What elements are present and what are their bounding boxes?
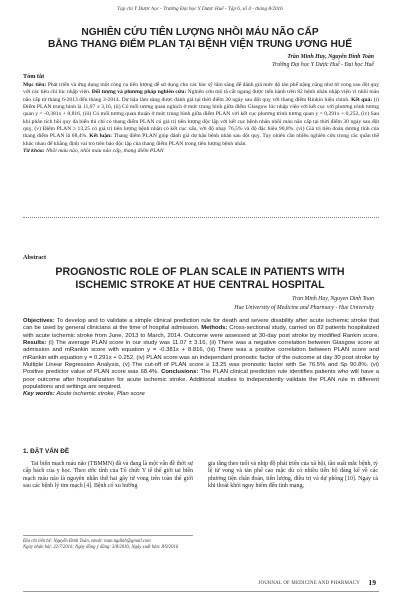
english-title bbox=[20, 266, 380, 292]
body-column-left bbox=[23, 461, 193, 490]
body-column-right bbox=[208, 461, 378, 490]
en-results-text: (i) The average PLAN score in our study was 11.07 ± 3.16, (ii) There was a negative correlation between Glasgow score at admission and mRankin score with equation y = -0.381x + 8.816, (iii) There was a positive correlation between PLAN score and mRankin with equation y = 0.291x + 0.252, (iv) PLAN score was an independant pronostic factor of the outcome at day 30 post stroke by Multiple Linear Regression Analysis, (v) The cut-off of PLAN score ≥ 13.25 was pronostic factor with Se 76.5% and Sp 90.8%. (vi) Positive predictor value of PLAN score was 68.4%. bbox=[23, 340, 380, 376]
en-methods-text: Cross-sectional study, carried on 82 patients hospitalized with acute ischemic stroke from June, 2013 to March, 2014. Outcome were assessed at 30-day post stroke by modified Rankin score. bbox=[23, 325, 380, 339]
intro-paragraph-right: gia tăng theo tuổi và nhịp độ phát triển của xã hội, tần suất mắc bệnh, tỷ lệ tử vong và tàn phế cao mặc dù có nhiều tiến bộ đáng kể về các phương tiện chẩn đoán, tiên lượng, điều trị và dự phòng [10]. Ngay cả khi thoát khỏi nguy hiểm đến tính mạng, bbox=[208, 461, 378, 489]
english-abstract bbox=[23, 318, 379, 399]
summary-heading: Tóm tắt bbox=[23, 73, 45, 80]
vietnamese-title-line-1: NGHIÊN CỨU TIÊN LƯỢNG NHỒI MÁU NÃO CẤP bbox=[81, 27, 319, 38]
intro-paragraph-left: Tai biến mạch máu não (TBMMN) đã và đang là một vấn đề thời sự cấp bách của y học. Theo ước tính của Tổ chức Y tế thế giới tai biến mạch máu não là nguyên nhân thứ hai gây tử vong trên toàn thế giới sau các bệnh lý tim mạch [4]. Bệnh có xu hướng bbox=[23, 461, 193, 489]
vietnamese-title bbox=[20, 27, 380, 51]
page-number: 19 bbox=[368, 578, 376, 587]
vietnamese-title-line-2: BẰNG THANG ĐIỂM PLAN TẠI BỆNH VIỆN TRUNG ƯƠNG HUẾ bbox=[47, 39, 353, 50]
conclusions-label: Conclusions: bbox=[161, 369, 199, 376]
correspondence-footnote bbox=[23, 535, 193, 551]
footer-journal-name: JOURNAL OF MEDICINE AND PHARMACY bbox=[258, 581, 360, 586]
keywords-label: Từ khóa: bbox=[23, 148, 45, 155]
en-results-label: Results: bbox=[23, 340, 47, 347]
vietnamese-authors: Trần Minh Huy, Nguyễn Đình Toàn bbox=[287, 54, 374, 60]
abstract-heading: Abstract bbox=[23, 254, 47, 261]
objectives-label: Objectives: bbox=[23, 318, 55, 324]
en-keywords-label: Key words: bbox=[23, 391, 55, 398]
conclusion-text: Thang điểm PLAN giúp đánh giá dự hậu bệnh nhân sau đột quỵ. Tuy nhiên cần nhiều nghiên cứu trong các quần thể khác nhau để khẳng định vai trò tiên báo độc lập của thang điểm PLAN trong tiên lượng bệnh nhân. bbox=[23, 133, 379, 147]
footnote-dates: Ngày nhận bài: 22/7/2016; Ngày đồng ý đăng: 3/8/2016; Ngày xuất bản: 8/9/2016 bbox=[23, 545, 179, 550]
results-text: (i) Điểm PLAN trung bình là 11,07 ± 3,16, (ii) Có mối tương quan nghịch ở mức trung bình giữa điểm Glasgow lúc nhập viện với kết cục với phương trình tương quan y = -0,381x + 8,816, (iii) Có mối tương quan thuận ở mức trung bình giữa điểm PLAN với kết cục phương trình tương quan y = 0,291x + 0,252, (iv) Sau khi phân tích hồi quy đa biến thì chỉ có thang điểm PLAN có giá trị tiên lượng độc lập với kết cục bệnh nhân nhồi máu não cấp tại thời điểm 30 ngày sau đột quỵ, (v) Điểm PLAN ≥ 13,25 có giá trị tiên lượng bệnh nhân có kết cục xấu, với độ nhạy 76,5% và độ đặc hiệu 90,8%. (vi) Giá trị tiên đoán dương tính của thang điểm PLAN là 68,4%. bbox=[23, 96, 379, 140]
english-affiliation: Hue University of Medicine and Pharmacy - Hue University bbox=[234, 305, 374, 311]
objective-label: Mục tiêu: bbox=[23, 82, 47, 88]
conclusion-label: Kết luận: bbox=[89, 133, 113, 140]
introduction-heading: 1. ĐẶT VẤN ĐỀ bbox=[23, 448, 70, 455]
section-divider bbox=[23, 217, 379, 218]
vietnamese-abstract bbox=[23, 82, 379, 155]
methods-label: Đối tượng và phương pháp nghiên cứu: bbox=[91, 89, 187, 96]
methods-text: Nghiên cứu mô tả cắt ngang được tiến hành trên 82 bệnh nhân nhập viện vì nhồi máu não cấp từ tháng 6-2013 đến tháng 3-2014. Dự hậu lâm sàng được đánh giá tại thời điểm 30 ngày sau đột quỵ với thang điểm Rinkin hiệu chỉnh. bbox=[23, 89, 380, 103]
footnote-contact: Địa chỉ liên hệ: Nguyễn Đình Toàn, email: toan.ngdinh@gmail.com bbox=[23, 539, 151, 544]
results-label: Kết quả: bbox=[351, 96, 373, 103]
vietnamese-affiliation: Trường Đại học Y Dược Huế - Đại học Huế bbox=[272, 62, 374, 68]
english-title-line-1: PROGNOSTIC ROLE OF PLAN SCALE IN PATIENTS WITH bbox=[55, 266, 345, 278]
keywords-text: Nhồi máu não, nhồi máu não cấp, thang điểm PLAN bbox=[45, 148, 164, 155]
english-authors: Tran Minh Huy, Nguyen Dinh Toan bbox=[292, 296, 374, 302]
footer-rule bbox=[23, 591, 379, 592]
conclusions-text: The PLAN clinical prediction rule identifies patients who will have a poor outcome after hospitalization for acute ischemic stroke. Additional studies to independently validate the PLAN rule in different populations and settings are required. bbox=[23, 369, 380, 391]
running-head: Tạp chí Y Dược học - Trường Đại học Y Dược Huế - Tập 6, số 4 - tháng 8/2016 bbox=[117, 6, 283, 12]
en-methods-label: Methods: bbox=[201, 325, 228, 332]
objectives-text: To develop and to validate a simple clinical prediction rule for death and severe disability after acute ischemic stroke that can be used by general clinicians at the time of hospital admission. bbox=[23, 318, 379, 332]
en-keywords-text: Acute ischemic stroke, Plan score bbox=[56, 391, 145, 398]
objective-text: Phát triển và ứng dụng một công cụ tiên lượng dễ sử dụng cho các bác sỹ lâm sàng để đánh giá mức độ tàn phế nặng cũng như tử vong sau đột quỵ với các tiêu chí lúc nhập viện. bbox=[23, 82, 379, 96]
english-title-line-2: ISCHEMIC STROKE AT HUE CENTRAL HOSPITAL bbox=[75, 279, 325, 291]
